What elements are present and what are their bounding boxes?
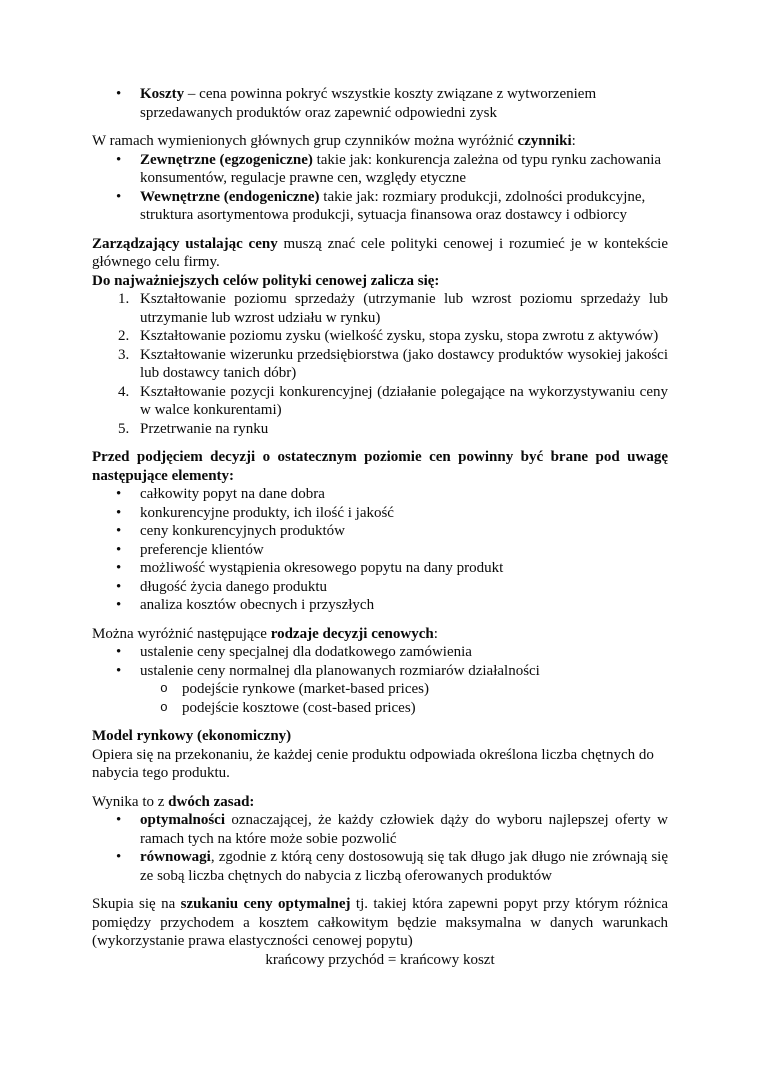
bold-text-run: czynniki: [517, 133, 572, 149]
blank-line: [92, 122, 668, 132]
list-item: [92, 662, 668, 681]
list-item: [92, 522, 668, 541]
market-model-paragraph: [92, 746, 668, 783]
text-run: ustalenie ceny specjalnej dla dodatkowego zamówienia: [140, 644, 472, 660]
text-run: podejście kosztowe (cost-based prices): [182, 699, 416, 716]
factors-intro-paragraph: [92, 132, 668, 151]
list-item: [92, 578, 668, 597]
list-marker: •: [116, 597, 122, 613]
text-run: konkurencyjne produkty, ich ilość i jakość: [140, 504, 394, 521]
list-item: [92, 559, 668, 578]
text-run: takie jak: rozmiary produkcji, zdolności produkcyjne, struktura asortymentowa produkcji, sytuacja finansowa oraz dostawcy i odbiorcy: [140, 188, 646, 223]
text-run: muszą znać cele polityki cenowej i rozumieć je w kontekście głównego celu firmy.: [92, 235, 668, 270]
bold-text-run: Przed podjęciem decyzji o ostatecznym poziomie cen powinny być brane pod uwagę następujące elementy:: [92, 449, 668, 484]
text-run: długość życia danego produktu: [140, 578, 328, 595]
pricing-goals-numbered-list: [92, 290, 668, 438]
two-principles-paragraph: [92, 793, 668, 812]
blank-line: [92, 438, 668, 448]
text-run: :: [571, 133, 576, 149]
decision-elements-heading: [92, 448, 668, 485]
principles-bullet-list: [92, 811, 668, 885]
text-run: :: [433, 625, 438, 642]
bold-text-run: rodzaje decyzji cenowych: [270, 625, 434, 642]
list-marker: •: [116, 849, 122, 865]
list-marker: •: [116, 541, 122, 558]
text-run: takie jak: konkurencja zależna od typu rynku zachowania konsumentów, regulacje prawne cen, względy etyczne: [140, 151, 662, 186]
blank-line: [92, 885, 668, 895]
text-run: Skupia się na: [92, 896, 181, 912]
text-run: oznaczającej, że każdy człowiek dąży do wyboru najlepszej oferty w ramach tych na które może sobie pozwolić: [140, 812, 668, 847]
text-run: , zgodnie z którą ceny dostosowują się tak długo jak długo nie zrównają się ze sobą liczba chętnych do nabycia z liczbą oferowanych produktów: [140, 849, 668, 884]
bold-text-run: Do najważniejszych celów polityki cenowej zalicza się:: [92, 272, 440, 289]
list-item: [92, 290, 668, 327]
text-run: tj. takiej która zapewni popyt przy którym różnica pomiędzy przychodem a kosztem całkowitym będzie maksymalna w danych warunkach (wykorzystanie prawa elastyczności cenowej popytu): [92, 896, 669, 949]
text-run: Kształtowanie poziomu sprzedaży (utrzymanie lub wzrost poziomu sprzedaży lub utrzymanie lub wzrost udziału w rynku): [140, 291, 668, 326]
text-run: Wynika to z: [92, 793, 169, 810]
list-item: [92, 383, 668, 420]
list-item: [92, 643, 668, 662]
list-marker: 2.: [118, 328, 130, 344]
text-run: Opiera się na przekonaniu, że każdej cenie produktu odpowiada określona liczba chętnych do nabycia tego produktu.: [92, 746, 654, 781]
decision-types-bullet-list: [92, 643, 668, 680]
list-item: [92, 848, 668, 885]
list-marker: •: [116, 812, 122, 828]
bold-text-run: szukaniu ceny optymalnej: [180, 896, 351, 912]
text-run: Przetrwanie na rynku: [140, 420, 269, 437]
bold-text-run: Zewnętrzne (egzogeniczne): [140, 151, 313, 168]
factors-bullet-list: [92, 151, 668, 225]
text-run: podejście rynkowe (market-based prices): [182, 681, 429, 697]
bold-text-run: dwóch zasad:: [168, 793, 255, 810]
decision-elements-bullet-list: [92, 485, 668, 615]
list-item: [92, 188, 668, 225]
text-run: ustalenie ceny normalnej dla planowanych rozmiarów działalności: [140, 662, 540, 679]
list-item: [92, 85, 668, 122]
list-marker: •: [116, 662, 122, 679]
list-marker: •: [116, 486, 122, 502]
blank-line: [92, 717, 668, 727]
list-marker: 3.: [118, 346, 130, 363]
blank-line: [92, 225, 668, 235]
list-item: [92, 699, 668, 718]
bold-text-run: Wewnętrzne (endogeniczne): [140, 188, 320, 205]
text-run: Można wyróżnić następujące: [92, 625, 271, 642]
list-marker: •: [116, 644, 122, 660]
bold-text-run: Zarządzający ustalając ceny: [92, 235, 278, 252]
text-run: Kształtowanie pozycji konkurencyjnej (działanie polegające na wykorzystywaniu ceny w walce konkurentami): [140, 383, 668, 418]
text-run: W ramach wymienionych głównych grup czynników można wyróżnić: [92, 133, 518, 149]
text-run: Kształtowanie wizerunku przedsiębiorstwa (jako dostawcy produktów wysokiej jakości lub dostawcy tanich dóbr): [140, 346, 668, 381]
list-item: [92, 811, 668, 848]
bold-text-run: Model rynkowy (ekonomiczny): [92, 728, 292, 744]
decision-types-paragraph: [92, 625, 668, 644]
list-marker: •: [116, 86, 122, 102]
list-item: [92, 485, 668, 504]
list-marker: 5.: [118, 420, 130, 437]
text-run: analiza kosztów obecnych i przyszłych: [140, 597, 375, 613]
list-item: [92, 151, 668, 188]
bold-text-run: Koszty: [140, 86, 185, 102]
list-item: [92, 541, 668, 560]
list-marker: 1.: [118, 291, 130, 307]
list-marker: o: [160, 681, 168, 696]
list-item: [92, 504, 668, 523]
list-marker: •: [116, 188, 122, 205]
pricing-goals-heading: [92, 272, 668, 291]
text-run: preferencje klientów: [140, 541, 264, 558]
text-run: – cena powinna pokryć wszystkie koszty związane z wytworzeniem sprzedawanych produktów oraz zapewnić odpowiedni zysk: [140, 86, 597, 121]
text-run: całkowity popyt na dane dobra: [140, 486, 325, 502]
equation-line: krańcowy przychód = krańcowy koszt: [265, 951, 495, 968]
list-item: [92, 346, 668, 383]
list-marker: 4.: [118, 383, 130, 400]
list-marker: o: [160, 699, 168, 715]
list-item: [92, 420, 668, 439]
list-marker: •: [116, 578, 122, 595]
list-marker: •: [116, 560, 122, 576]
text-run: Kształtowanie poziomu zysku (wielkość zysku, stopa zysku, stopa zwrotu z aktywów): [140, 328, 659, 344]
text-run: możliwość wystąpienia okresowego popytu na dany produkt: [140, 560, 504, 576]
costs-bullet-list: [92, 85, 668, 122]
blank-line: [92, 783, 668, 793]
list-item: [92, 680, 668, 699]
list-marker: •: [116, 504, 122, 521]
decision-types-sub-list: [92, 680, 668, 717]
list-marker: •: [116, 523, 122, 539]
optimal-price-paragraph: [92, 895, 668, 951]
bold-text-run: równowagi: [140, 849, 211, 865]
text-run: ceny konkurencyjnych produktów: [140, 523, 345, 539]
list-item: [92, 327, 668, 346]
list-item: [92, 596, 668, 615]
bold-text-run: optymalności: [140, 812, 226, 828]
list-marker: •: [116, 151, 122, 168]
market-model-heading: [92, 727, 668, 746]
blank-line: [92, 615, 668, 625]
managers-paragraph: [92, 235, 668, 272]
